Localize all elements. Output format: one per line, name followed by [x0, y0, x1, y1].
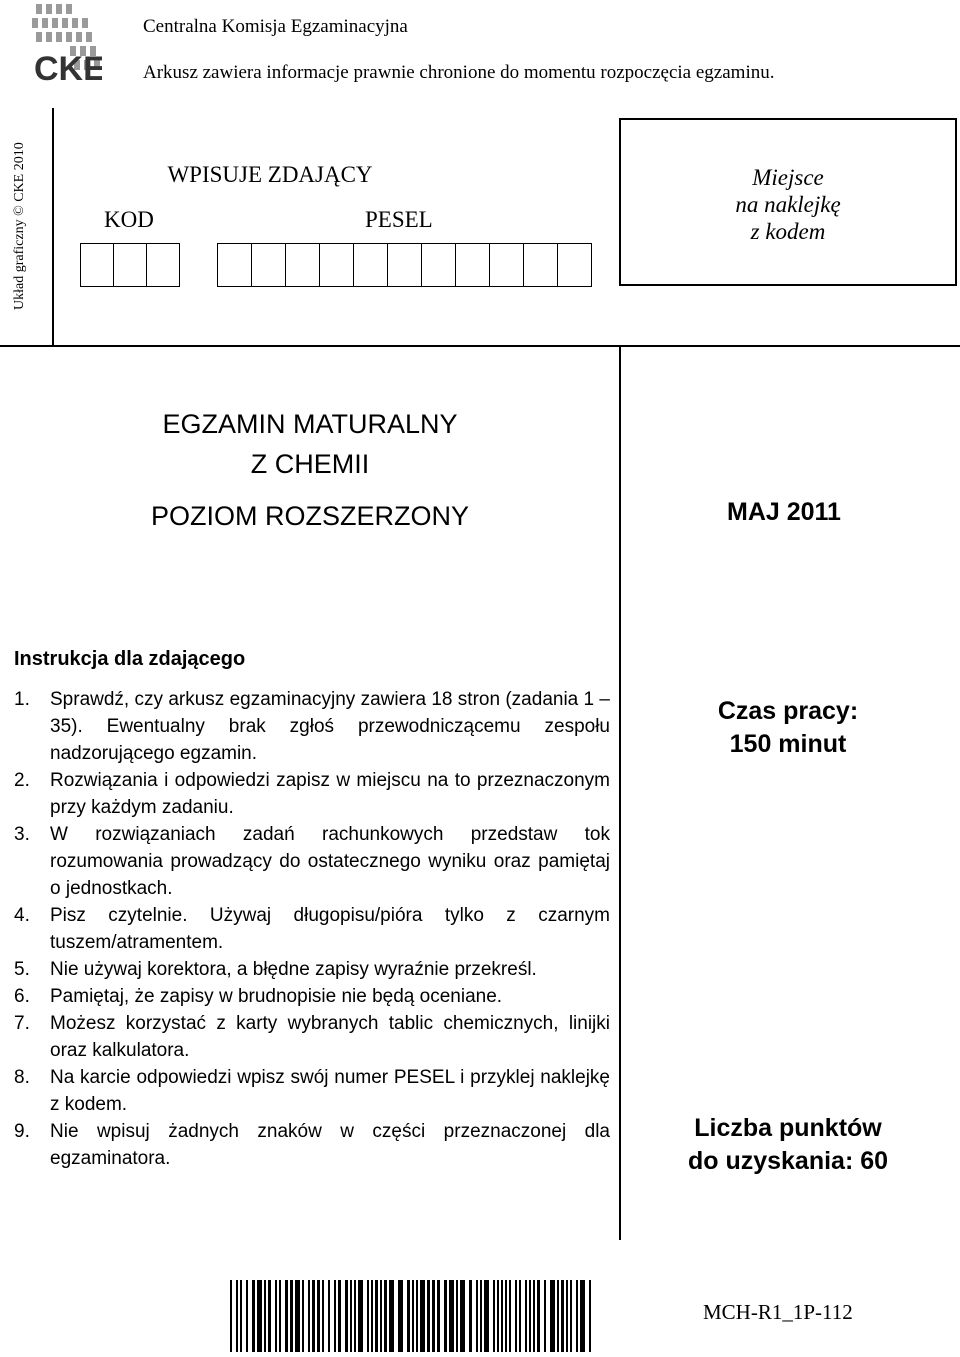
barcode	[230, 1280, 596, 1352]
barcode-bar	[317, 1280, 320, 1352]
candidate-heading: WPISUJE ZDAJĄCY	[167, 162, 373, 187]
barcode-bar	[544, 1280, 546, 1352]
pesel-input-boxes	[217, 243, 592, 287]
barcode-bar	[533, 1280, 535, 1352]
barcode-bar	[334, 1280, 336, 1352]
list-item: 6. Pamiętaj, że zapisy w brudnopisie nie będą oceniane.	[14, 986, 503, 1007]
barcode-bar	[497, 1280, 499, 1352]
cke-logo-graphic	[30, 4, 102, 82]
barcode-bar	[322, 1280, 324, 1352]
barcode-bar	[537, 1280, 540, 1352]
list-item: 3. W rozwiązaniach zadań rachunkowych przedstaw tok rozumowania prowadzący do ostatecznego wyniku oraz pamiętaj o jednostkach.	[14, 824, 610, 899]
pesel-digit-box[interactable]	[217, 243, 252, 287]
barcode-bar	[432, 1280, 435, 1352]
graphic-credit: Układ graficzny © CKE 2010	[12, 142, 27, 310]
barcode-bar	[338, 1280, 341, 1352]
barcode-bar	[268, 1280, 271, 1352]
barcode-bar	[580, 1280, 585, 1352]
barcode-bar	[561, 1280, 564, 1352]
barcode-bar	[290, 1280, 293, 1352]
instructions-list	[14, 686, 610, 1172]
barcode-bar	[412, 1280, 414, 1352]
barcode-bar	[480, 1280, 482, 1352]
barcode-bar	[570, 1280, 572, 1352]
institution-name: Centralna Komisja Egzaminacyjna	[143, 16, 408, 37]
barcode-bar	[469, 1280, 472, 1352]
barcode-bar	[380, 1280, 382, 1352]
time-info	[630, 695, 946, 761]
barcode-bar	[295, 1280, 300, 1352]
header-divider	[0, 345, 960, 347]
barcode-bar	[302, 1280, 304, 1352]
barcode-bar	[529, 1280, 531, 1352]
barcode-bar	[449, 1280, 454, 1352]
pesel-digit-box[interactable]	[285, 243, 320, 287]
barcode-bar	[371, 1280, 373, 1352]
list-item: 4. Pisz czytelnie. Używaj długopisu/pióra tylko z czarnym tuszem/atramentem.	[14, 905, 610, 953]
barcode-bar	[275, 1280, 277, 1352]
barcode-bar	[246, 1280, 248, 1352]
sticker-line-1: Miejsce	[752, 165, 824, 190]
barcode-bar	[367, 1280, 369, 1352]
barcode-bar	[350, 1280, 352, 1352]
barcode-bar	[437, 1280, 440, 1352]
code-digit-box[interactable]	[113, 243, 147, 287]
left-frame-line	[52, 108, 54, 346]
barcode-bar	[444, 1280, 447, 1352]
barcode-bar	[566, 1280, 568, 1352]
barcode-bar	[505, 1280, 507, 1352]
barcode-graphic	[230, 1280, 596, 1352]
exam-title	[110, 404, 510, 484]
sticker-line-3: z kodem	[750, 219, 826, 244]
barcode-bar	[456, 1280, 458, 1352]
list-item: 9. Nie wpisuj żadnych znaków w części przeznaczonej dla egzaminatora.	[14, 1121, 610, 1169]
exam-level: POZIOM ROZSZERZONY	[150, 501, 469, 531]
barcode-bar	[328, 1280, 330, 1352]
barcode-bar	[285, 1280, 288, 1352]
time-label: Czas pracy:	[717, 697, 859, 725]
pesel-digit-box[interactable]	[421, 243, 456, 287]
list-item: 1. Sprawdź, czy arkusz egzaminacyjny zawiera 18 stron (zadania 1 – 35). Ewentualny brak zgłoś przewodniczącemu zespołu nadzorującego egzamin.	[14, 689, 610, 764]
pesel-digit-box[interactable]	[489, 243, 524, 287]
pesel-digit-box[interactable]	[251, 243, 286, 287]
barcode-bar	[230, 1280, 232, 1352]
list-item: 2. Rozwiązania i odpowiedzi zapisz w miejscu na to przeznaczonym przy każdym zadaniu.	[14, 770, 610, 818]
barcode-bar	[416, 1280, 418, 1352]
code-digit-box[interactable]	[80, 243, 114, 287]
sticker-line-2: na naklejkę	[735, 192, 841, 217]
pesel-digit-box[interactable]	[557, 243, 592, 287]
code-digit-box[interactable]	[146, 243, 180, 287]
barcode-bar	[427, 1280, 430, 1352]
barcode-bar	[375, 1280, 378, 1352]
points-value: do uzyskania: 60	[687, 1147, 889, 1175]
barcode-bar	[550, 1280, 555, 1352]
barcode-bar	[358, 1280, 363, 1352]
exam-title-line-1: EGZAMIN MATURALNY	[162, 409, 458, 439]
exam-date: MAJ 2011	[727, 498, 841, 526]
barcode-bar	[476, 1280, 478, 1352]
barcode-bar	[460, 1280, 465, 1352]
barcode-bar	[389, 1280, 394, 1352]
pesel-digit-box[interactable]	[455, 243, 490, 287]
pesel-digit-box[interactable]	[387, 243, 422, 287]
pesel-digit-box[interactable]	[523, 243, 558, 287]
points-label: Liczba punktów	[694, 1114, 882, 1142]
barcode-bar	[519, 1280, 521, 1352]
barcode-bar	[525, 1280, 527, 1352]
pesel-digit-box[interactable]	[319, 243, 354, 287]
barcode-bar	[589, 1280, 591, 1352]
barcode-bar	[312, 1280, 315, 1352]
barcode-bar	[509, 1280, 511, 1352]
exam-title-line-2: Z CHEMII	[250, 449, 370, 479]
barcode-bar	[515, 1280, 517, 1352]
barcode-bar	[484, 1280, 489, 1352]
barcode-bar	[501, 1280, 503, 1352]
instructions-title: Instrukcja dla zdającego	[14, 648, 246, 670]
pesel-digit-box[interactable]	[353, 243, 388, 287]
sheet-code: MCH-R1_1P-112	[703, 1300, 853, 1324]
barcode-bar	[420, 1280, 425, 1352]
barcode-bar	[493, 1280, 495, 1352]
barcode-bar	[279, 1280, 281, 1352]
list-item: 7. Możesz korzystać z karty wybranych tablic chemicznych, linijki oraz kalkulatora.	[14, 1013, 610, 1061]
barcode-bar	[398, 1280, 403, 1352]
points-info	[630, 1112, 946, 1178]
barcode-bar	[308, 1280, 310, 1352]
barcode-bar	[384, 1280, 387, 1352]
column-divider	[619, 345, 621, 1240]
barcode-bar	[252, 1280, 255, 1352]
code-label: KOD	[104, 207, 154, 232]
barcode-bar	[264, 1280, 266, 1352]
barcode-bar	[257, 1280, 262, 1352]
logo-text: CKE	[34, 50, 102, 82]
code-input-boxes	[80, 243, 180, 287]
cke-logo	[30, 4, 102, 82]
list-item: 8. Na karcie odpowiedzi wpisz swój numer PESEL i przyklej naklejkę z kodem.	[14, 1067, 610, 1115]
sticker-area[interactable]	[619, 118, 957, 286]
barcode-bar	[407, 1280, 410, 1352]
barcode-bar	[240, 1280, 242, 1352]
barcode-bar	[236, 1280, 238, 1352]
barcode-bar	[345, 1280, 348, 1352]
time-value: 150 minut	[729, 730, 847, 758]
barcode-bar	[354, 1280, 356, 1352]
pesel-label: PESEL	[365, 207, 433, 232]
barcode-bar	[576, 1280, 578, 1352]
confidential-notice: Arkusz zawiera informacje prawnie chronione do momentu rozpoczęcia egzaminu.	[143, 62, 775, 83]
barcode-bar	[557, 1280, 559, 1352]
list-item: 5. Nie używaj korektora, a błędne zapisy wyraźnie przekreśl.	[14, 959, 537, 980]
